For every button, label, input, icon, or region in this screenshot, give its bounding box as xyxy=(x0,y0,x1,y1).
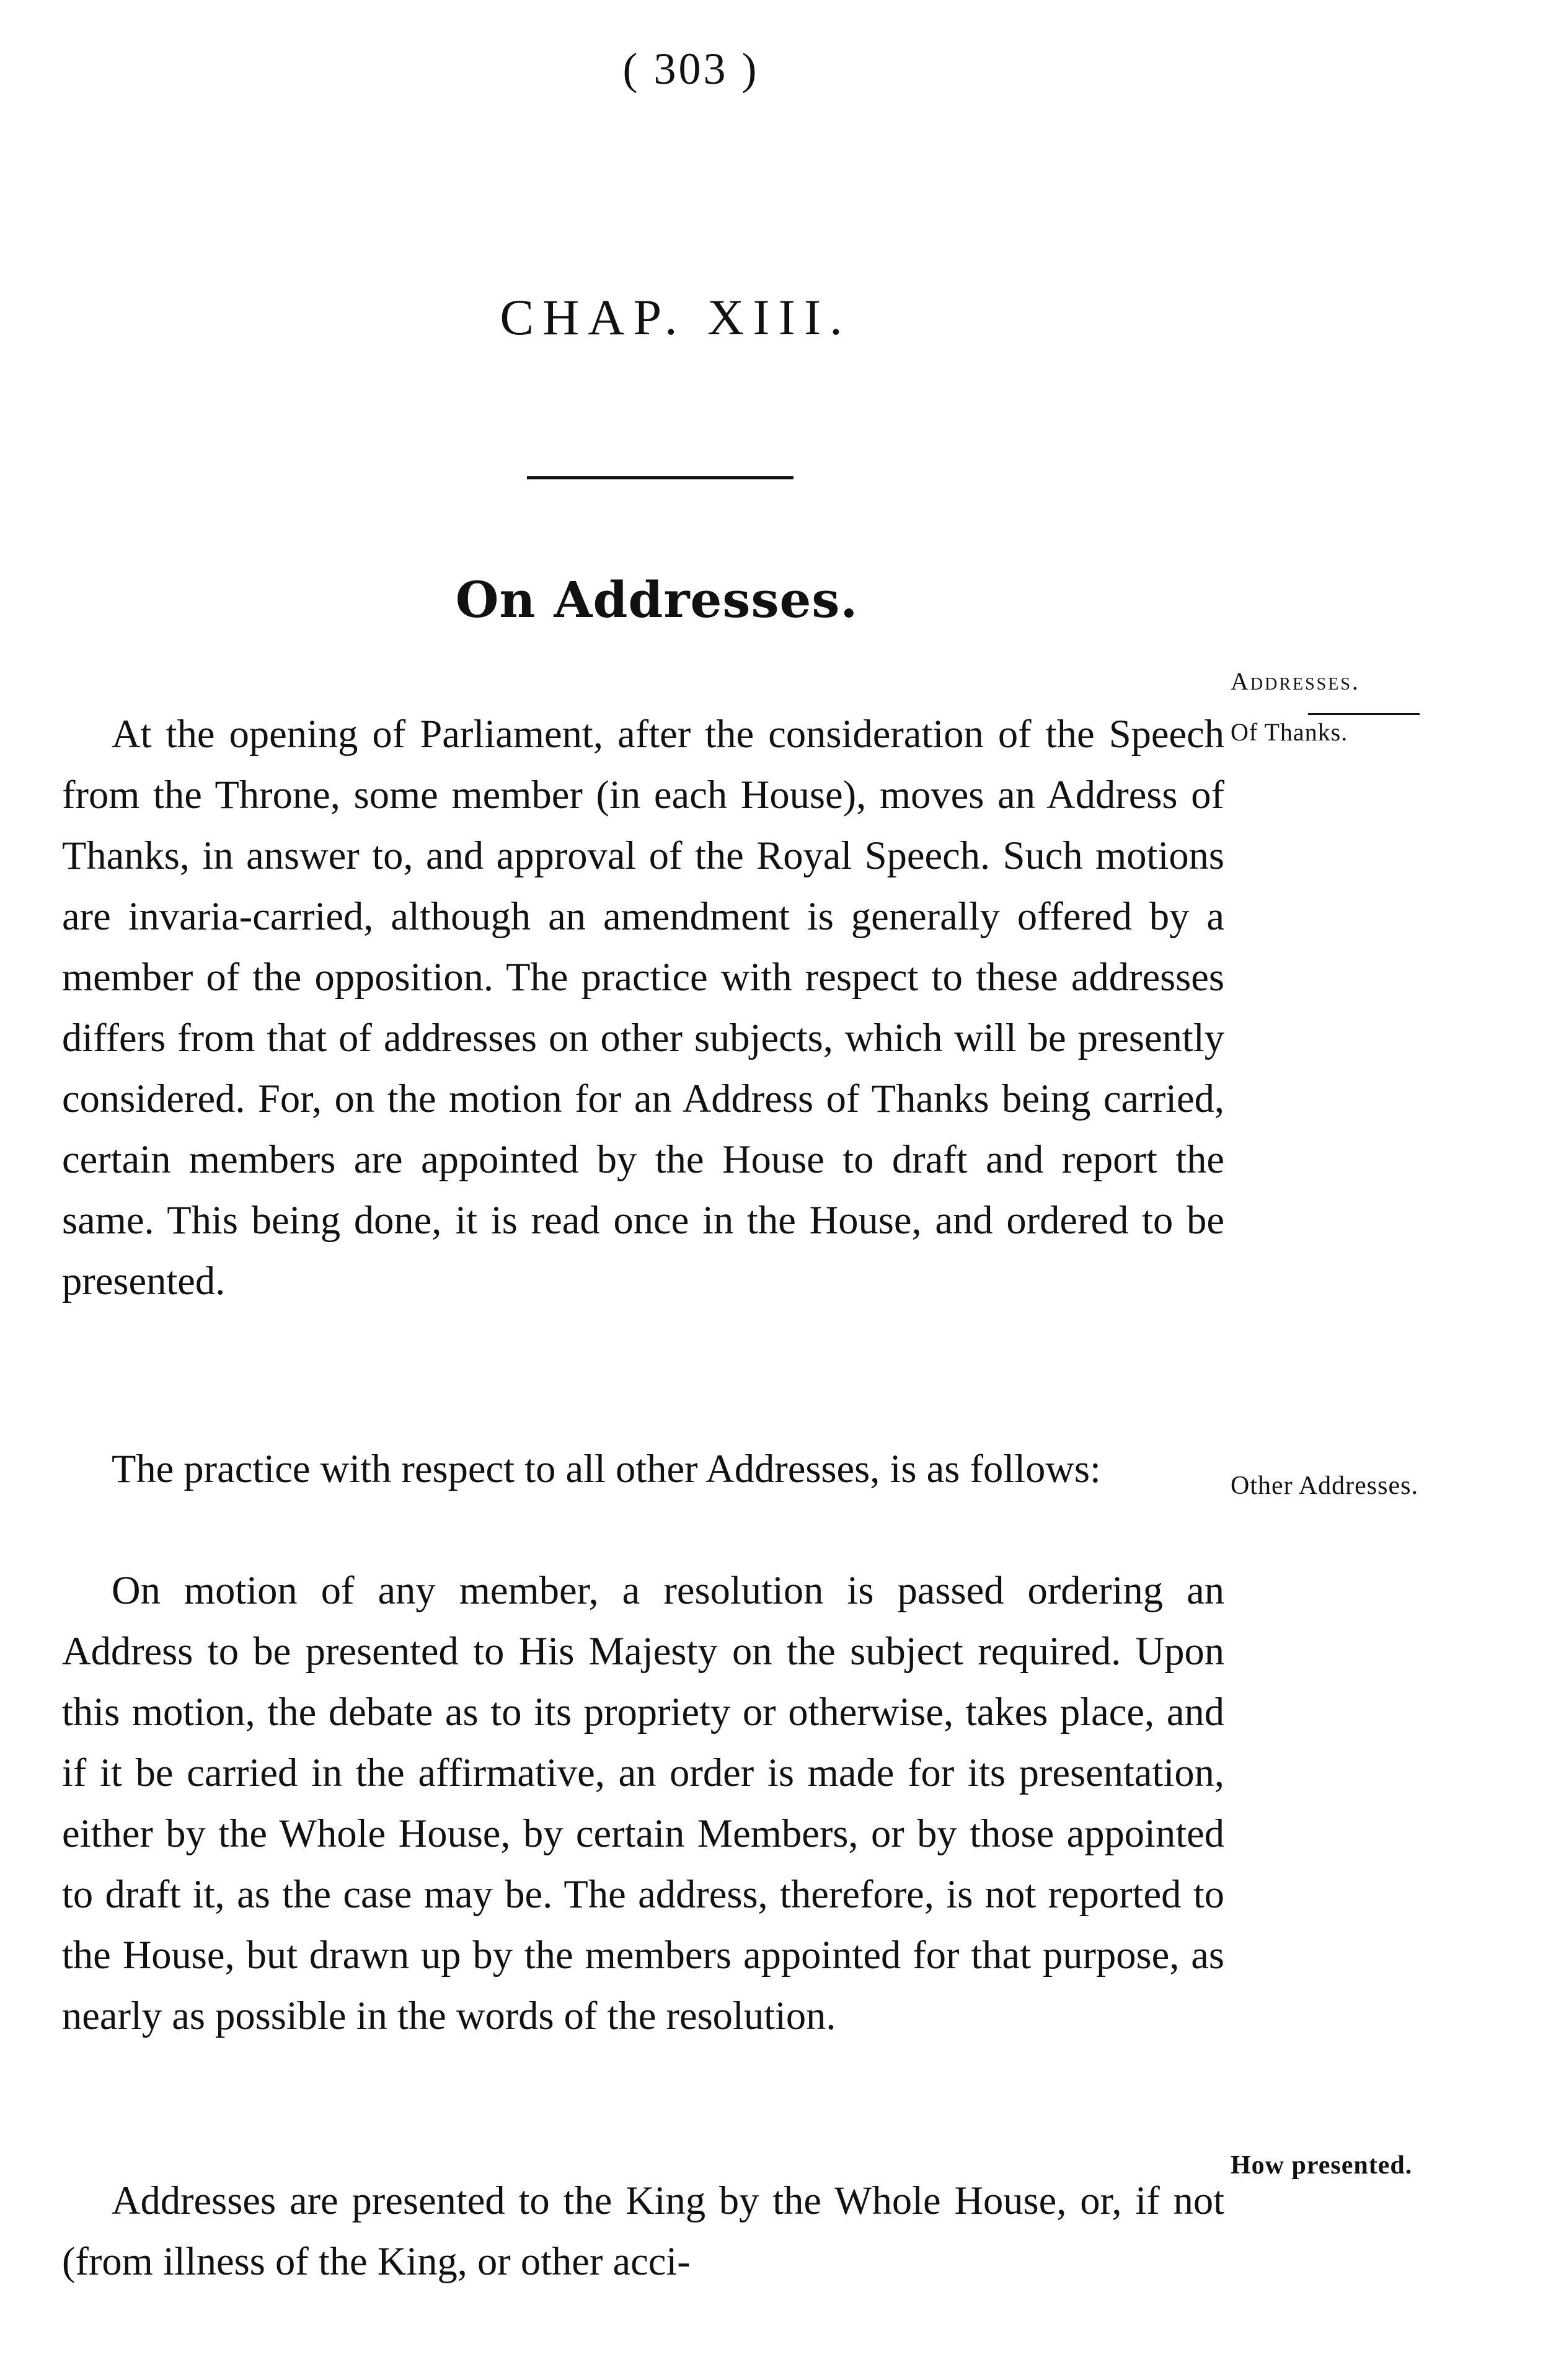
chapter-title xyxy=(0,288,1543,347)
body-paragraph-4 xyxy=(62,2170,1224,2292)
page-number xyxy=(0,43,1543,95)
body-paragraph-3 xyxy=(62,1560,1224,2046)
paragraph-text: Addresses are presented to the King by the Whole House, or, if not (from illness of the King, or other acci- xyxy=(62,2178,1224,2283)
sidenote-how-presented: How presented. xyxy=(1231,2151,1413,2180)
paragraph-text: The practice with respect to all other Addresses, is as follows: xyxy=(112,1447,1101,1491)
sidenote-other-addresses: Other Addresses. xyxy=(1231,1472,1418,1500)
sidenote-divider xyxy=(1308,713,1420,715)
sidenote-addresses: Addresses. xyxy=(1231,667,1360,695)
chapter-divider xyxy=(527,476,794,479)
body-paragraph-2 xyxy=(62,1439,1224,1499)
paragraph-text: At the opening of Parliament, after the consideration of the Speech from the Throne, some member (in each House), moves an Address of Thanks, in answer to, and approval of the Royal Speech. Such motions are invaria-carried, although an amendment is generally offered by a member of the opposition. The practice with respect to these addresses differs from that of addresses on other subjects, which will be presently considered. For, on the motion for an Address of Thanks being carried, certain members are appointed by the House to draft and report the same. This being done, it is read once in the House, and ordered to be presented. xyxy=(62,712,1224,1303)
body-paragraph-1 xyxy=(62,704,1224,1312)
chapter-title-text: CHAP. XIII. xyxy=(500,289,851,345)
sidenote-of-thanks: Of Thanks. xyxy=(1231,718,1348,746)
paragraph-text: On motion of any member, a resolution is passed ordering an Address to be presented to His Majesty on the subject required. Upon this motion, the debate as to its propriety or otherwise, takes place, and if it be carried in the affirmative, an order is made for its presentation, either by the Whole House, by certain Members, or by those appointed to draft it, as the case may be. The address, therefore, is not reported to the House, but drawn up by the members appointed for that purpose, as nearly as possible in the words of the resolution. xyxy=(62,1568,1224,2038)
page-number-text: ( 303 ) xyxy=(622,44,759,94)
section-heading xyxy=(0,571,1543,629)
section-heading-text: On Addresses. xyxy=(455,571,859,629)
